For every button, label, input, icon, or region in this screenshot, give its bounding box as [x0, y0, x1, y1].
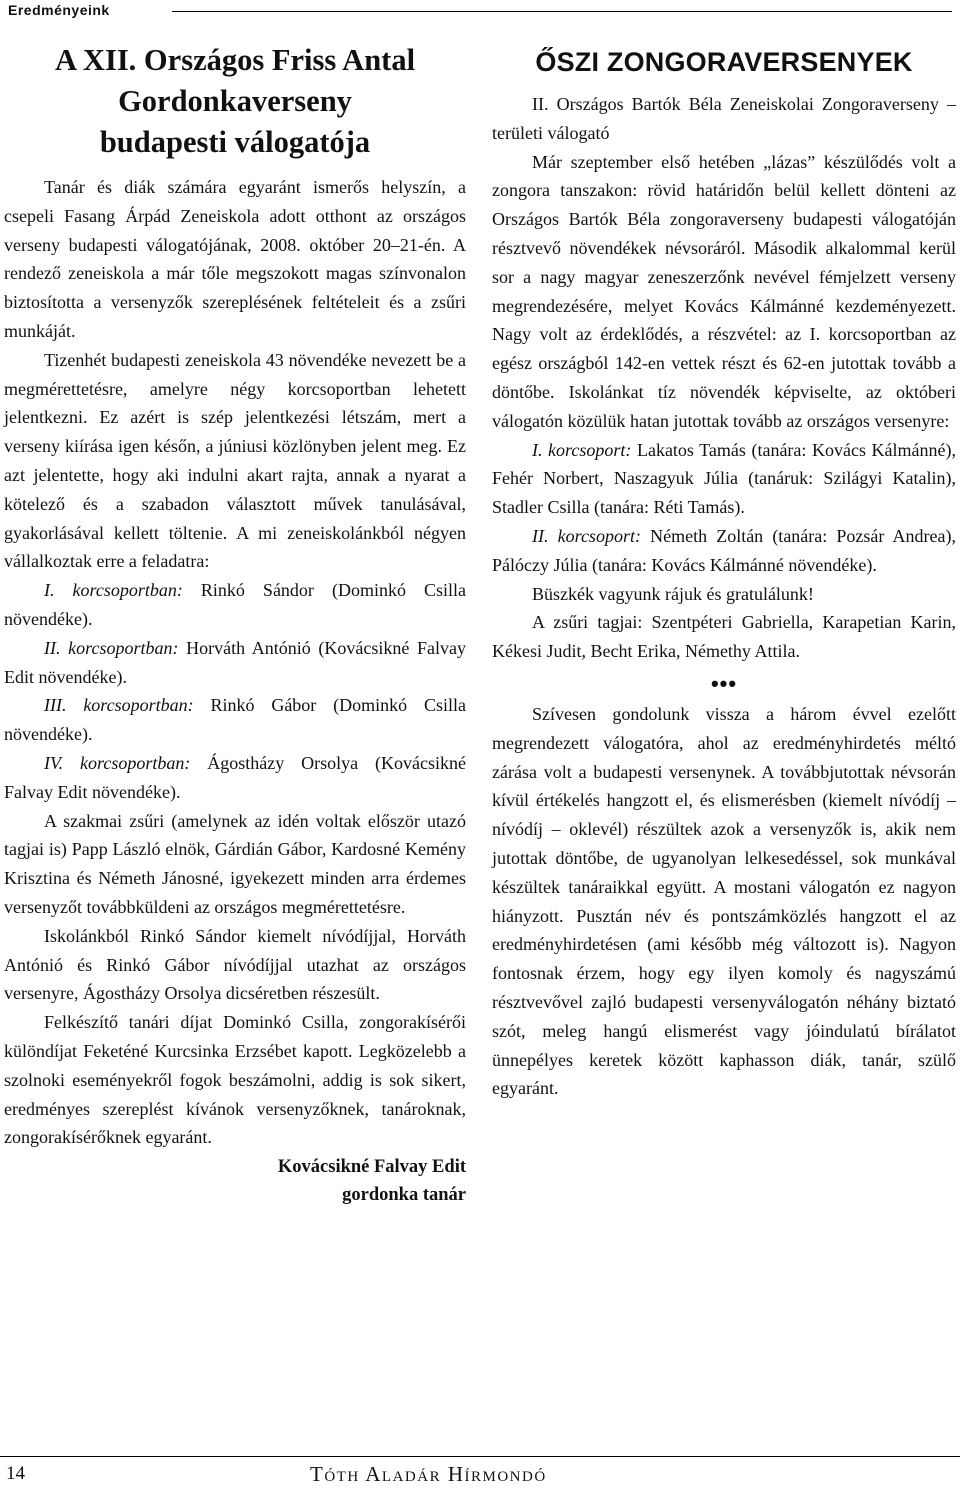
category-text: Horváth Antónió (Kovácsikné Falvay Edit növendéke).	[4, 637, 467, 687]
paragraph: Büszkék vagyunk rájuk és gratulálunk!	[532, 583, 814, 604]
header-rule	[172, 11, 952, 12]
category-label: II. korcsoportban:	[44, 637, 179, 658]
category-label: III. korcsoportban:	[44, 695, 194, 716]
paragraph: Iskolánkból Rinkó Sándor kiemelt nívódíjjal, Horváth Antónió és Rinkó Gábor nívódíjjal utazhat az országos versenyre, Ágostházy Orsolya dicséretben részesült.	[4, 925, 466, 1004]
publication-title: Tóth Aladár Hírmondó	[310, 1462, 547, 1486]
category-entry	[4, 576, 466, 634]
signature	[4, 1153, 466, 1209]
paragraph: Felkészítő tanári díjat Dominkó Csilla, zongorakísérői különdíjat Feketéné Kurcsinka Erzsébet kapott. Legközelebb a szolnoki eseményekről fogok beszámolni, addig is sok sikert, eredményes szereplést kívánok versenyzőknek, tanároknak, zongorakísérőknek egyaránt.	[4, 1012, 466, 1148]
paragraph: Tanár és diák számára egyaránt ismerős helyszín, a csepeli Fasang Árpád Zeneiskola adott otthont az országos verseny budapesti válogatójának, 2008. október 20–21-én. A rendező zeneiskola a már tőle megszokott magas színvonalon biztosította a versenyzők szereplésének feltételeit és a zsűri munkáját.	[4, 177, 466, 341]
category-label: I. korcsoportban:	[44, 580, 183, 601]
group-label: II. korcsoport:	[532, 525, 641, 546]
section-header: Eredményeink	[8, 2, 110, 18]
category-text: Rinkó Gábor (Dominkó Csilla növendéke).	[4, 695, 466, 745]
category-entry	[4, 749, 466, 807]
signature-name: Kovácsikné Falvay Edit	[277, 1157, 466, 1178]
group-entry	[492, 522, 956, 580]
right-article-title: ŐSZI ZONGORAVERSENYEK	[535, 47, 913, 77]
group-label: I. korcsoport:	[532, 439, 632, 460]
right-column	[492, 40, 956, 1103]
separator-dots: •••	[710, 670, 738, 696]
category-text: Ágostházy Orsolya (Kovácsikné Falvay Edit növendéke).	[4, 752, 466, 802]
category-entry	[4, 691, 466, 749]
signature-role: gordonka tanár	[342, 1185, 466, 1206]
paragraph: Már szeptember első hetében „lázas” készülődés volt a zongora tanszakon: rövid határidőn belül kellett dönteni az Országos Bartók Béla zongoraverseny budapesti válogatóján résztvevő növendékek névsoráról. Második alkalommal kerül sor a nagy magyar zeneszerzőnk nevével fémjelzett verseny megrendezésére, melyet Kovács Kálmánné kezdeményezett. Nagy volt az érdeklődés, a részvétel: az I. korcsoportban az egész országból 142-en vettek részt és 62-en jutottak tovább a döntőbe. Iskolánkat tíz növendék képviselte, az októberi válogatón közülük hatan jutottak tovább az országos versenyre:	[492, 151, 956, 431]
group-text: Lakatos Tamás (tanára: Kovács Kálmánné), Fehér Norbert, Naszagyuk Júlia (tanáruk: Szilágyi Katalin), Stadler Csilla (tanára: Réti Tamás).	[492, 439, 956, 518]
left-column	[4, 40, 466, 1209]
group-entry	[492, 436, 956, 522]
category-label: IV. korcsoportban:	[44, 752, 191, 773]
paragraph: A zsűri tagjai: Szentpéteri Gabriella, Karapetian Karin, Kékesi Judit, Becht Erika, Némethy Attila.	[492, 612, 956, 662]
title-line: Gordonkaverseny	[118, 84, 352, 118]
paragraph: A szakmai zsűri (amelynek az idén voltak először utazó tagjai is) Papp László elnök, Gárdián Gábor, Kardosné Kemény Krisztina és Németh Jánosné, igyekezett minden arra érdemes versenyzőt továbbküldeni az országos megmérettetésre.	[4, 810, 466, 917]
page-number: 14	[6, 1463, 25, 1484]
left-article-title	[4, 40, 466, 163]
paragraph: Tizenhét budapesti zeneiskola 43 növendéke nevezett be a megmérettetésre, amelyre négy korcsoportban lehetett jelentkezni. Ez azért is szép jelentkezési létszám, mert a verseny kiírása igen későn, a júniusi közlönyben jelent meg. Ez azt jelentette, hogy aki indulni akart rajta, annak a nyarat a kötelező és a szabadon választott művek tanulásával, gyakorlásával kellett töltenie. A mi zeneiskolánkból négyen vállalkoztak erre a feladatra:	[4, 349, 466, 572]
footer-rule	[0, 1456, 960, 1457]
title-line: A XII. Országos Friss Antal	[54, 43, 416, 77]
category-text: Rinkó Sándor (Dominkó Csilla növendéke).	[4, 580, 466, 629]
paragraph: Szívesen gondolunk vissza a három évvel ezelőtt megrendezett válogatóra, ahol az eredményhirdetés méltó zárása volt a budapesti versenynek. A továbbjutottak névsorán kívül értékelés hangzott el, és elismerésben (kiemelt nívódíj – nívódíj – oklevél) részültek azok a versenyzők is, akik nem jutottak döntőbe, de ugyanolyan lelkesedéssel, sok munkával készültek tanáraikkal együtt. A mostani válogatón ez nagyon hiányzott. Pusztán név és pontszámközlés hangzott el az eredményhirdetésen (ami később még változott is). Nagyon fontosnak érzem, hogy egy ilyen komoly és nagyszámú résztvevővel zajló budapesti versenyválogatón néhány biztató szót, meleg hangú elismerést vagy jóindulatú bírálatot ünnepélyes keretek között kaphasson diák, tanár, szülő egyaránt.	[492, 703, 956, 1099]
title-line: budapesti válogatója	[99, 125, 371, 159]
category-entry	[4, 634, 466, 692]
group-text: Németh Zoltán (tanára: Pozsár Andrea), Pálóczy Júlia (tanára: Kovács Kálmánné növendéke).	[492, 525, 957, 575]
subtitle: II. Országos Bartók Béla Zeneiskolai Zongoraverseny – területi válogató	[492, 94, 956, 143]
